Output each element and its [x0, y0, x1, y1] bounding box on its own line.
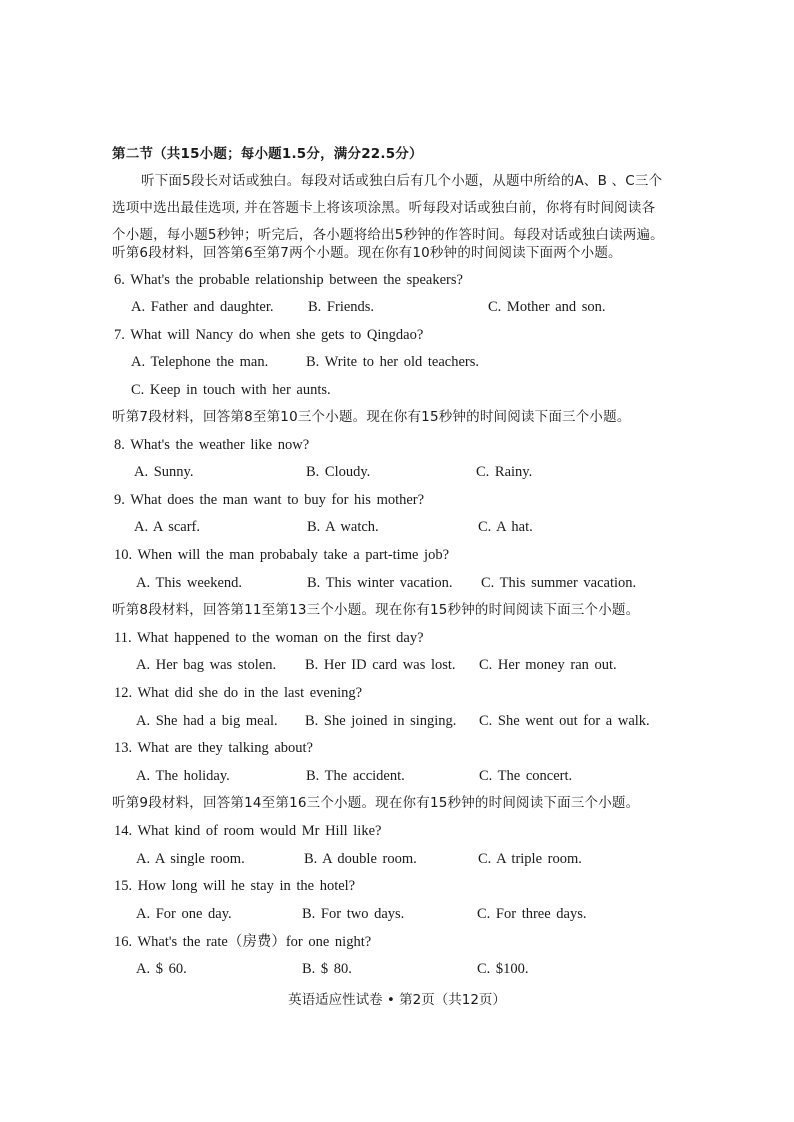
option-a: A. Telephone the man. — [131, 354, 269, 370]
question-stem: 6. What's the probable relationship between the speakers? — [114, 272, 463, 288]
option-a: A. The holiday. — [136, 768, 230, 784]
material-intro: 听第7段材料，回答第8至第10三个小题。现在你有15秒钟的时间阅读下面三个小题。 — [112, 409, 631, 425]
option-c: C. $100. — [477, 961, 529, 977]
option-b: B. The accident. — [306, 768, 405, 784]
option-a: A. This weekend. — [136, 575, 243, 591]
option-a: A. Father and daughter. — [131, 299, 274, 315]
page-footer: 英语适应性试卷 • 第2页（共12页） — [288, 992, 506, 1008]
option-c: C. A hat. — [478, 519, 533, 535]
option-b: B. This winter vacation. — [307, 575, 453, 591]
option-c: C. She went out for a walk. — [479, 713, 650, 729]
option-c: C. The concert. — [479, 768, 573, 784]
option-b: B. Friends. — [308, 299, 375, 315]
option-c: C. Rainy. — [476, 464, 533, 480]
instruction-line: 听下面5段长对话或独白。每段对话或独白后有几个小题，从题中所给的A、B 、C三个 — [141, 173, 663, 189]
instruction-line: 个小题，每小题5秒钟；听完后，各小题将给出5秒钟的作答时间。每段对话或独白读两遍。 — [112, 227, 664, 243]
question-stem: 10. When will the man probabaly take a part-time job? — [114, 547, 450, 563]
question-stem: 9. What does the man want to buy for his mother? — [114, 492, 425, 508]
option-c: C. Her money ran out. — [479, 657, 617, 673]
option-a: A. Her bag was stolen. — [136, 657, 277, 673]
option-b: B. Write to her old teachers. — [306, 354, 480, 370]
section-heading: 第二节（共15小题；每小题1.5分，满分22.5分） — [112, 146, 423, 162]
question-stem: 13. What are they talking about? — [114, 740, 313, 756]
option-a: A. She had a big meal. — [136, 713, 278, 729]
option-a: A. A scarf. — [134, 519, 201, 535]
question-stem: 8. What's the weather like now? — [114, 437, 310, 453]
question-stem: 11. What happened to the woman on the first day? — [114, 630, 424, 646]
option-b: B. She joined in singing. — [305, 713, 457, 729]
option-a: A. A single room. — [136, 851, 245, 867]
option-a: A. $ 60. — [136, 961, 187, 977]
option-b: B. $ 80. — [302, 961, 352, 977]
option-c: C. This summer vacation. — [481, 575, 637, 591]
option-b: B. Her ID card was lost. — [305, 657, 456, 673]
material-intro: 听第9段材料，回答第14至第16三个小题。现在你有15秒钟的时间阅读下面三个小题。 — [112, 795, 640, 811]
option-a: A. Sunny. — [134, 464, 194, 480]
question-stem: 12. What did she do in the last evening? — [114, 685, 363, 701]
instruction-line: 选项中选出最佳选项, 并在答题卡上将该项涂黑。听每段对话或独白前，你将有时间阅读各 — [112, 200, 656, 216]
option-a: A. For one day. — [136, 906, 232, 922]
question-stem: 15. How long will he stay in the hotel? — [114, 878, 356, 894]
option-c: C. Mother and son. — [488, 299, 606, 315]
question-stem: 7. What will Nancy do when she gets to Qingdao? — [114, 327, 424, 343]
option-b: B. For two days. — [302, 906, 405, 922]
material-intro: 听第6段材料，回答第6至第7两个小题。现在你有10秒钟的时间阅读下面两个小题。 — [112, 245, 622, 261]
option-b: B. Cloudy. — [306, 464, 371, 480]
option-b: B. A double room. — [304, 851, 417, 867]
option-c: C. For three days. — [477, 906, 587, 922]
material-intro: 听第8段材料，回答第11至第13三个小题。现在你有15秒钟的时间阅读下面三个小题。 — [112, 602, 640, 618]
option-b: B. A watch. — [307, 519, 379, 535]
question-stem: 14. What kind of room would Mr Hill like? — [114, 823, 382, 839]
option-c: C. Keep in touch with her aunts. — [131, 382, 331, 398]
question-stem: 16. What's the rate（房费）for one night? — [114, 934, 372, 950]
option-c: C. A triple room. — [478, 851, 582, 867]
